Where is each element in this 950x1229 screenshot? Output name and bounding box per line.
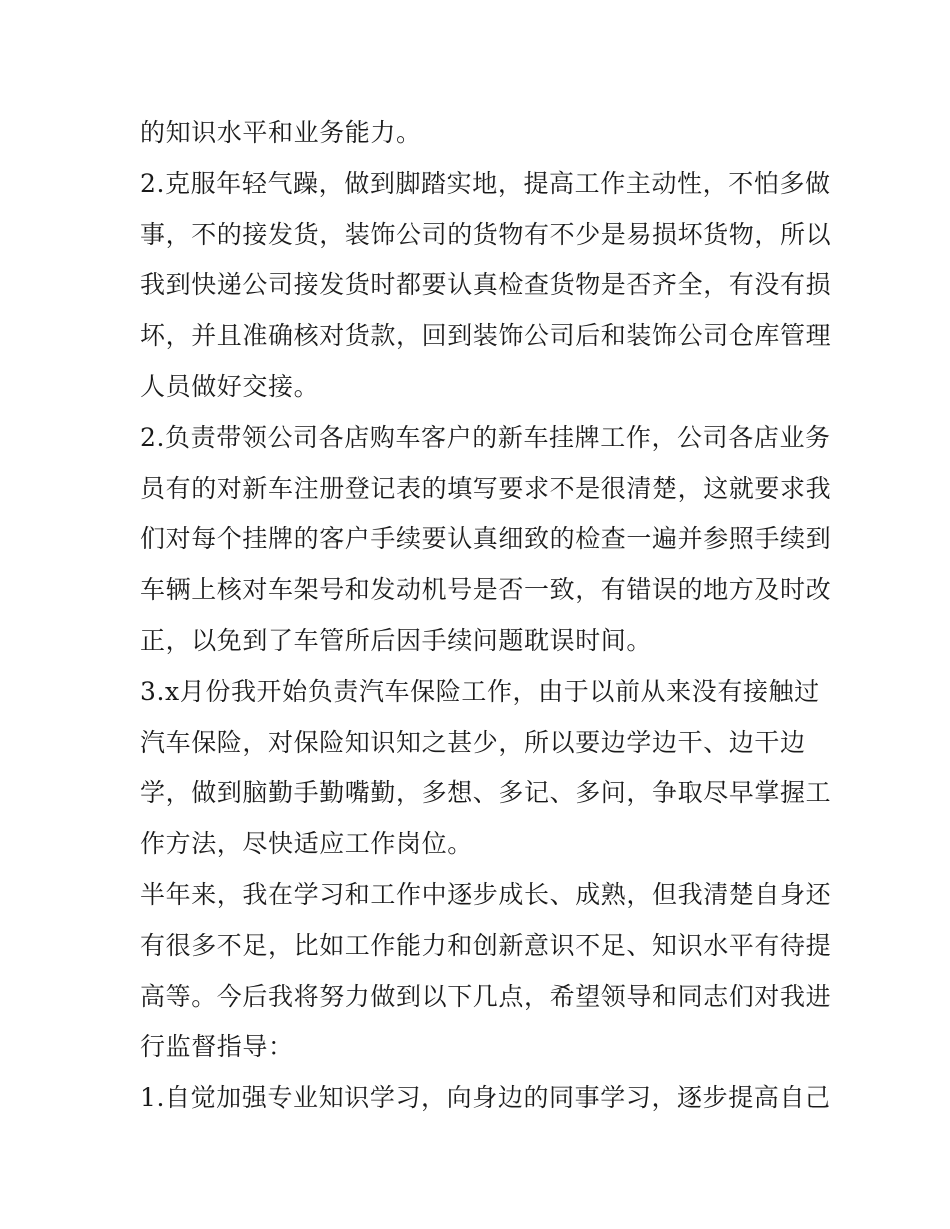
text-line: 人员做好交接。 [140, 371, 320, 401]
text-line: 的知识水平和业务能力。 [140, 118, 422, 147]
document-body [140, 108, 832, 1124]
text-line: 作方法，尽快适应工作岗位。 [140, 829, 473, 859]
text-line: 们对每个挂牌的客户手续要认真细致的检查一遍并参照手续到 [140, 524, 832, 554]
text-line: 有很多不足，比如工作能力和创新意识不足、知识水平有待提 [140, 930, 832, 960]
text-line: 行监督指导： [140, 1032, 294, 1062]
text-line: 汽车保险，对保险知识知之甚少，所以要边学边干、边干边 [140, 727, 806, 757]
text-line: 我到快递公司接发货时都要认真检查货物是否齐全，有没有损 [140, 270, 832, 300]
text-line: 学，做到脑勤手勤嘴勤，多想、多记、多问，争取尽早掌握工 [140, 778, 832, 808]
text-line: 事，不的接发货，装饰公司的货物有不少是易损坏货物，所以 [140, 219, 832, 249]
text-line: 3.x月份我开始负责汽车保险工作，由于以前从来没有接触过 [140, 676, 820, 706]
text-line: 2.负责带领公司各店购车客户的新车挂牌工作，公司各店业务 [140, 422, 831, 452]
text-line: 车辆上核对车架号和发动机号是否一致，有错误的地方及时改 [140, 575, 832, 605]
text-line: 2.克服年轻气躁，做到脚踏实地，提高工作主动性，不怕多做 [140, 168, 831, 198]
text-line: 坏，并且准确核对货款，回到装饰公司后和装饰公司仓库管理 [140, 321, 832, 351]
text-line: 高等。今后我将努力做到以下几点，希望领导和同志们对我进 [140, 981, 832, 1011]
text-line: 半年来，我在学习和工作中逐步成长、成熟，但我清楚自身还 [140, 879, 832, 909]
text-line: 1.自觉加强专业知识学习，向身边的同事学习，逐步提高自己 [140, 1083, 831, 1113]
text-line: 正，以免到了车管所后因手续问题耽误时间。 [140, 625, 653, 655]
text-line: 员有的对新车注册登记表的填写要求不是很清楚，这就要求我 [140, 473, 832, 503]
